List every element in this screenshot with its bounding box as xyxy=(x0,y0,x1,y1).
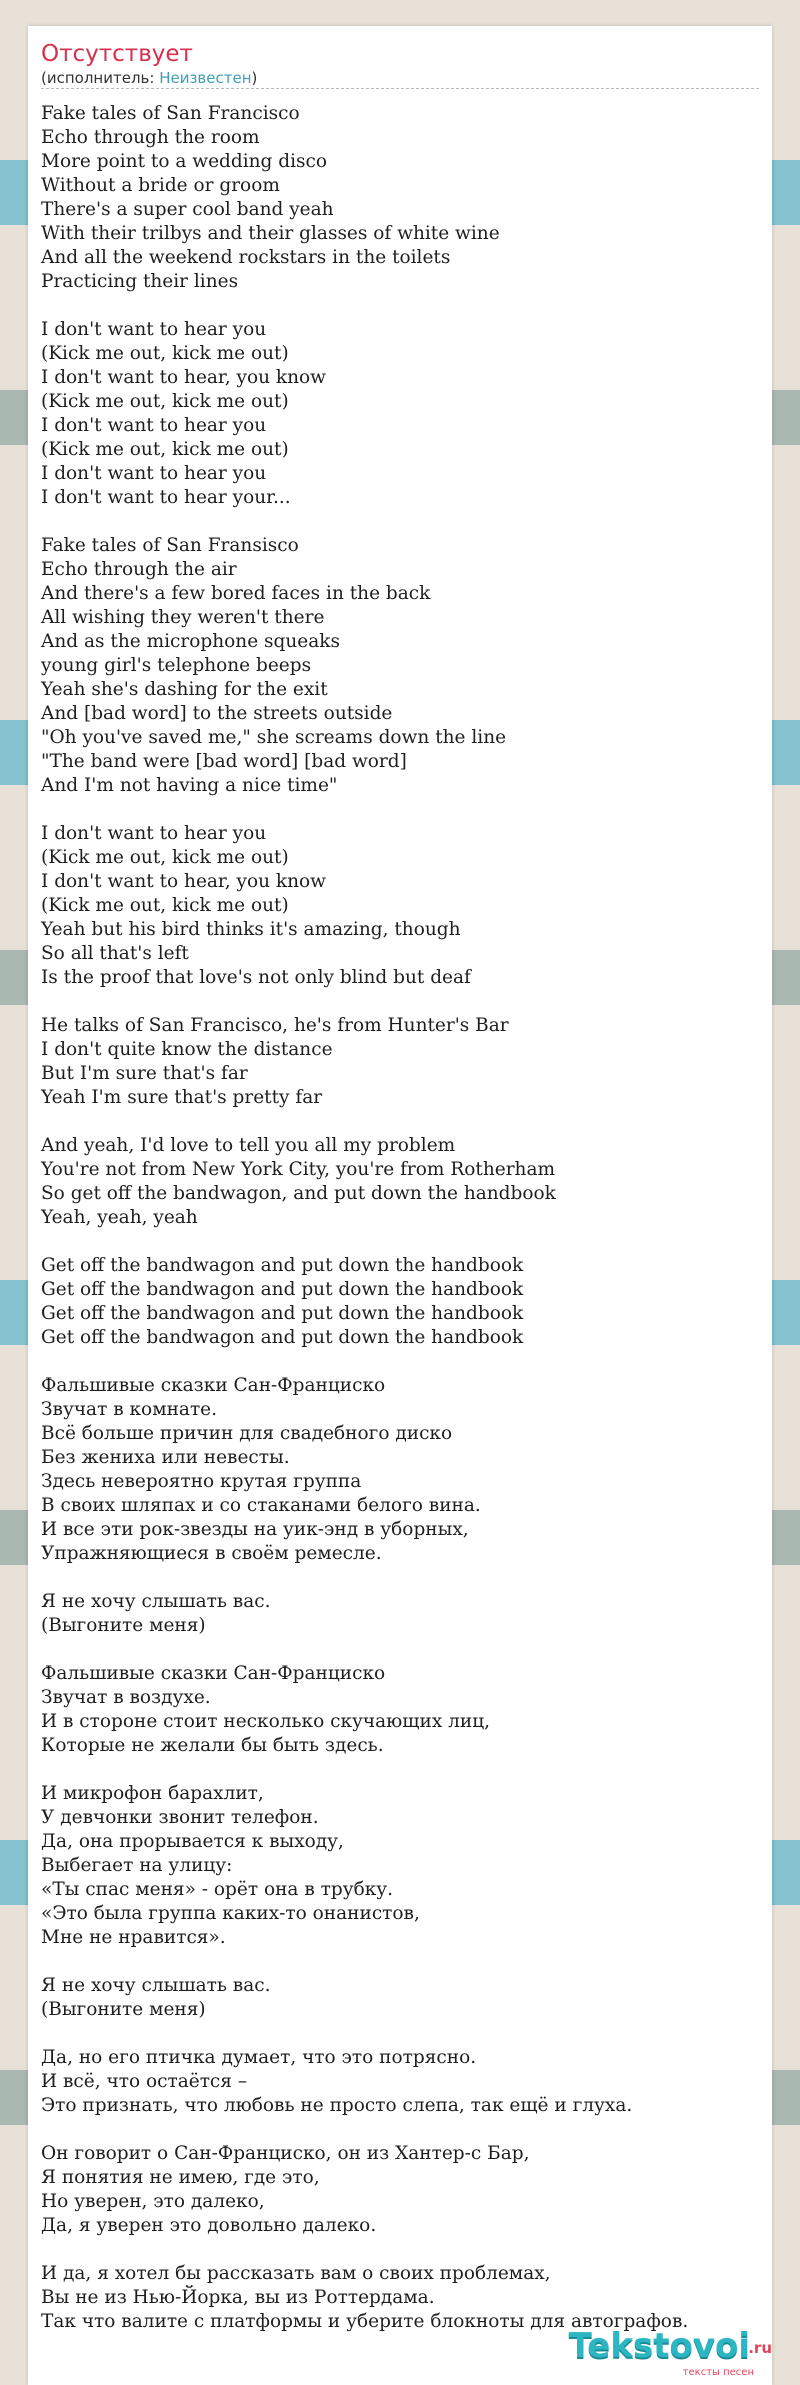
stanza-break xyxy=(41,1350,761,1374)
lyric-line: Get off the bandwagon and put down the handbook xyxy=(41,1255,524,1276)
lyric-line: I don't want to hear, you know xyxy=(41,367,326,388)
lyric-line: And I'm not having a nice time" xyxy=(41,775,338,796)
lyric-line: (Kick me out, kick me out) xyxy=(41,439,289,460)
stanza-break xyxy=(41,2022,761,2046)
lyric-line: And [bad word] to the streets outside xyxy=(41,703,393,724)
lyric-line: And as the microphone squeaks xyxy=(41,631,340,652)
lyric-line: (Выгоните меня) xyxy=(41,1615,206,1636)
lyric-line: I don't quite know the distance xyxy=(41,1039,333,1060)
stanza-break xyxy=(41,990,761,1014)
lyric-line: Fake tales of San Fransisco xyxy=(41,535,299,556)
lyric-line: Мне не нравится». xyxy=(41,1927,226,1948)
lyric-line: «Это была группа каких-то онанистов, xyxy=(41,1903,420,1924)
lyric-line: "The band were [bad word] [bad word] xyxy=(41,751,407,772)
lyric-line: Выбегает на улицу: xyxy=(41,1855,233,1876)
lyric-line: Да, но его птичка думает, что это потрясно. xyxy=(41,2047,477,2068)
lyric-line: I don't want to hear your... xyxy=(41,487,291,508)
lyric-line: And there's a few bored faces in the back xyxy=(41,583,431,604)
lyric-line: (Kick me out, kick me out) xyxy=(41,895,289,916)
lyric-line: (Kick me out, kick me out) xyxy=(41,391,289,412)
lyric-line: Get off the bandwagon and put down the handbook xyxy=(41,1279,524,1300)
logo-tagline: тексты песен xyxy=(682,2367,754,2378)
song-header xyxy=(41,40,759,89)
site-logo[interactable] xyxy=(568,2326,772,2382)
lyric-line: And yeah, I'd love to tell you all my problem xyxy=(41,1135,456,1156)
lyric-line: Да, я уверен это довольно далеко. xyxy=(41,2215,377,2236)
lyric-line: Without a bride or groom xyxy=(41,175,280,196)
artist-prefix: (исполнитель: xyxy=(41,69,160,87)
lyric-line: There's a super cool band yeah xyxy=(41,199,334,220)
lyric-line: With their trilbys and their glasses of white wine xyxy=(41,223,500,244)
lyric-line: Он говорит о Сан-Франциско, он из Хантер-с Бар, xyxy=(41,2143,530,2164)
lyric-line: Is the proof that love's not only blind but deaf xyxy=(41,967,471,988)
lyric-line: He talks of San Francisco, he's from Hunter's Bar xyxy=(41,1015,509,1036)
lyric-line: «Ты спас меня» - орёт она в трубку. xyxy=(41,1879,394,1900)
lyric-line: Звучат в воздухе. xyxy=(41,1687,211,1708)
lyric-line: (Выгоните меня) xyxy=(41,1999,206,2020)
lyric-line: Но уверен, это далеко, xyxy=(41,2191,265,2212)
lyric-line: И всё, что остаётся – xyxy=(41,2071,248,2092)
lyrics-text xyxy=(41,102,761,2334)
lyric-line: Так что валите с платформы и уберите блокноты для автографов. xyxy=(41,2311,689,2332)
artist-link[interactable]: Неизвестен xyxy=(159,69,252,87)
lyric-line: (Kick me out, kick me out) xyxy=(41,847,289,868)
lyric-line: Всё больше причин для свадебного диско xyxy=(41,1423,453,1444)
lyric-line: So all that's left xyxy=(41,943,189,964)
logo-domain: .ru xyxy=(748,2339,772,2357)
artist-suffix: ) xyxy=(251,69,258,87)
lyric-line: young girl's telephone beeps xyxy=(41,655,312,676)
lyric-line: "Oh you've saved me," she screams down the line xyxy=(41,727,507,748)
lyric-line: Здесь невероятно крутая группа xyxy=(41,1471,362,1492)
stanza-break xyxy=(41,1758,761,1782)
lyric-line: Это признать, что любовь не просто слепа, так ещё и глуха. xyxy=(41,2095,633,2116)
lyric-line: Да, она прорывается к выходу, xyxy=(41,1831,344,1852)
lyric-line: I don't want to hear you xyxy=(41,319,267,340)
stanza-break xyxy=(41,1230,761,1254)
lyric-line: Вы не из Нью-Йорка, вы из Роттердама. xyxy=(41,2287,435,2308)
lyric-line: Echo through the room xyxy=(41,127,260,148)
lyric-line: Фальшивые сказки Сан-Франциско xyxy=(41,1663,386,1684)
lyric-line: И микрофон барахлит, xyxy=(41,1783,264,1804)
lyric-line: Фальшивые сказки Сан-Франциско xyxy=(41,1375,386,1396)
lyric-line: Yeah I'm sure that's pretty far xyxy=(41,1087,323,1108)
lyric-line: Fake tales of San Francisco xyxy=(41,103,300,124)
lyric-line: Без жениха или невесты. xyxy=(41,1447,290,1468)
lyric-line: Упражняющиеся в своём ремесле. xyxy=(41,1543,382,1564)
lyric-line: (Kick me out, kick me out) xyxy=(41,343,289,364)
lyric-line: Practicing their lines xyxy=(41,271,239,292)
lyric-line: I don't want to hear you xyxy=(41,463,267,484)
stanza-break xyxy=(41,2118,761,2142)
lyric-line: All wishing they weren't there xyxy=(41,607,325,628)
lyric-line: You're not from New York City, you're from Rotherham xyxy=(41,1159,556,1180)
lyric-line: But I'm sure that's far xyxy=(41,1063,248,1084)
stanza-break xyxy=(41,1638,761,1662)
lyric-line: Я не хочу слышать вас. xyxy=(41,1975,271,1996)
lyric-line: И да, я хотел бы рассказать вам о своих проблемах, xyxy=(41,2263,551,2284)
lyric-line: Yeah but his bird thinks it's amazing, though xyxy=(41,919,461,940)
lyric-line: And all the weekend rockstars in the toilets xyxy=(41,247,451,268)
lyric-line: Я понятия не имею, где это, xyxy=(41,2167,320,2188)
lyric-line: So get off the bandwagon, and put down the handbook xyxy=(41,1183,556,1204)
lyric-line: Звучат в комнате. xyxy=(41,1399,218,1420)
lyric-line: Yeah she's dashing for the exit xyxy=(41,679,328,700)
lyric-line: More point to a wedding disco xyxy=(41,151,328,172)
logo-wordmark: Tekstovoi xyxy=(568,2326,750,2366)
stanza-break xyxy=(41,1566,761,1590)
lyric-line: I don't want to hear you xyxy=(41,823,267,844)
lyric-line: Которые не желали бы быть здесь. xyxy=(41,1735,384,1756)
lyric-line: И в стороне стоит несколько скучающих лиц, xyxy=(41,1711,490,1732)
lyric-line: Get off the bandwagon and put down the handbook xyxy=(41,1327,524,1348)
stanza-break xyxy=(41,294,761,318)
lyric-line: Yeah, yeah, yeah xyxy=(41,1207,198,1228)
lyric-line: В своих шляпах и со стаканами белого вина. xyxy=(41,1495,481,1516)
stanza-break xyxy=(41,798,761,822)
stanza-break xyxy=(41,510,761,534)
lyrics-card xyxy=(28,26,772,2385)
lyric-line: I don't want to hear you xyxy=(41,415,267,436)
lyric-line: У девчонки звонит телефон. xyxy=(41,1807,319,1828)
lyric-line: Я не хочу слышать вас. xyxy=(41,1591,271,1612)
song-title: Отсутствует xyxy=(41,41,193,67)
artist-line xyxy=(41,69,257,87)
lyric-line: Echo through the air xyxy=(41,559,237,580)
stanza-break xyxy=(41,2238,761,2262)
stanza-break xyxy=(41,1950,761,1974)
lyric-line: I don't want to hear, you know xyxy=(41,871,326,892)
stanza-break xyxy=(41,1110,761,1134)
lyric-line: И все эти рок-звезды на уик-энд в уборных, xyxy=(41,1519,469,1540)
lyric-line: Get off the bandwagon and put down the handbook xyxy=(41,1303,524,1324)
